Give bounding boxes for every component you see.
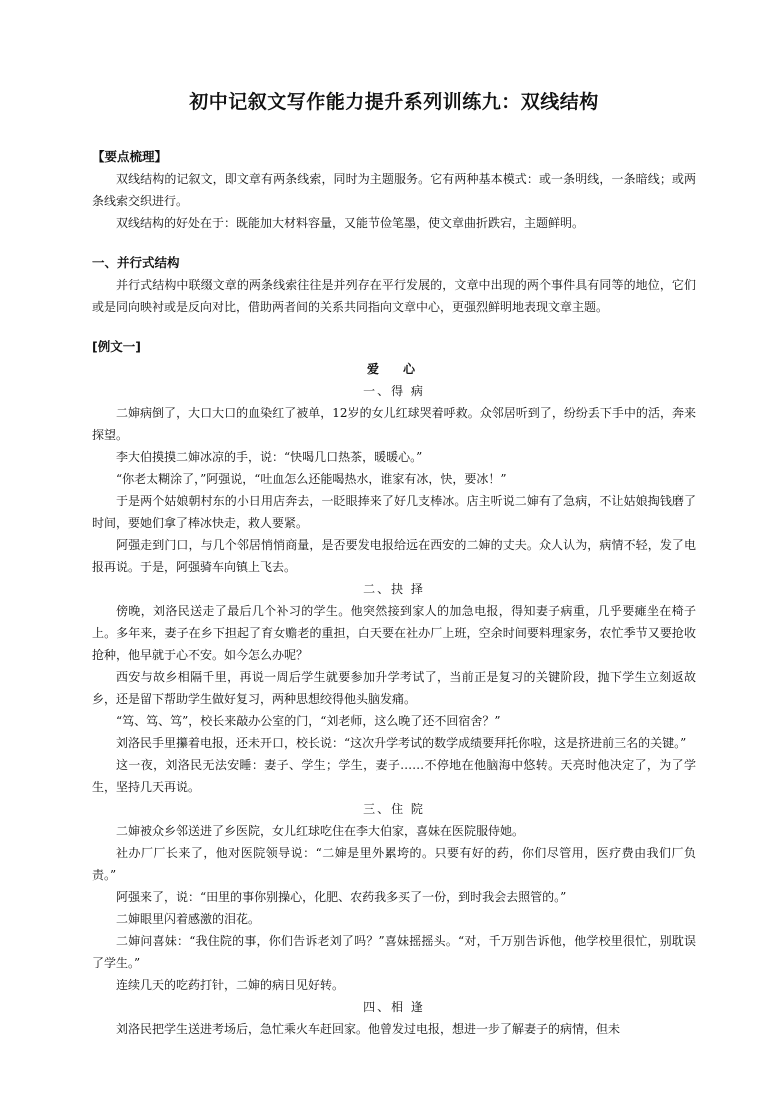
story-paragraph: 刘洛民手里攥着电报，还未开口，校长说：“这次升学考试的数学成绩要拜托你啦，这是挤进前三名的关键。” bbox=[116, 736, 687, 750]
parallel-structure-heading: 一、并行式结构 bbox=[92, 255, 180, 270]
story-paragraph: 二婶问喜妹：“我住院的事，你们告诉老刘了吗？”喜妹摇摇头。“对，千万别告诉他，他学校里很忙，别耽误了学生。” bbox=[92, 934, 696, 970]
part-heading: 一、得 病 bbox=[363, 384, 425, 398]
part-heading: 四、相 逢 bbox=[363, 1000, 425, 1014]
story-paragraph: 阿强走到门口，与几个邻居悄悄商量，是否要发电报给远在西安的二婶的丈夫。众人认为，病情不轻，发了电报再说。于是，阿强骑车向镇上飞去。 bbox=[92, 538, 696, 574]
document-page bbox=[92, 86, 696, 1040]
story-paragraph: 于是两个姑娘朝村东的小日用店奔去，一眨眼捧来了好几支棒冰。店主听说二婶有了急病，不让姑娘掏钱磨了时间，要她们拿了棒冰快走，救人要紧。 bbox=[92, 494, 696, 530]
part-heading: 二、抉 择 bbox=[363, 582, 425, 596]
story-paragraph: 李大伯摸摸二婶冰凉的手，说：“快喝几口热茶，暖暖心。” bbox=[116, 450, 423, 464]
example-label: [例文一] bbox=[92, 339, 141, 354]
story-paragraph: 二婶被众乡邻送进了乡医院，女儿红球吃住在李大伯家，喜妹在医院服侍她。 bbox=[116, 824, 525, 838]
story-paragraph: 刘洛民把学生送进考场后，急忙乘火车赶回家。他曾发过电报，想进一步了解妻子的病情，但未 bbox=[116, 1022, 621, 1036]
story-paragraph: 这一夜，刘洛民无法安睡：妻子、学生；学生，妻子……不停地在他脑海中悠转。天亮时他决定了，为了学生，坚持几天再说。 bbox=[92, 758, 696, 794]
story-paragraph: 二婶病倒了，大口大口的血染红了被单，12岁的女儿红球哭着呼救。众邻居听到了，纷纷丢下手中的活，奔来探望。 bbox=[92, 406, 696, 442]
story-paragraph: “你老太糊涂了，”阿强说，“吐血怎么还能喝热水，谁家有冰，快，要冰！” bbox=[116, 472, 507, 486]
key-points-paragraph: 双线结构的好处在于：既能加大材料容量，又能节俭笔墨，使文章曲折跌宕，主题鲜明。 bbox=[116, 216, 585, 230]
key-points-heading: 【要点梳理】 bbox=[92, 149, 168, 164]
story-paragraph: 社办厂厂长来了，他对医院领导说：“二婶是里外累垮的。只要有好的药，你们尽管用，医疗费由我们厂负责。” bbox=[92, 846, 696, 882]
key-points-paragraph: 双线结构的记叙文，即文章有两条线索，同时为主题服务。它有两种基本模式：或一条明线，一条暗线；或两条线索交织进行。 bbox=[92, 172, 696, 208]
part-heading: 三、住 院 bbox=[363, 802, 425, 816]
story-paragraph: 西安与故乡相隔千里，再说一周后学生就要参加升学考试了，当前正是复习的关键阶段，抛下学生立刻返故乡，还是留下帮助学生做好复习，两种思想绞得他头脑发痛。 bbox=[92, 670, 696, 706]
example-title: 爱 心 bbox=[366, 362, 421, 376]
story-paragraph: 二婶眼里闪着感激的泪花。 bbox=[116, 912, 261, 926]
story-paragraph: 阿强来了，说：“田里的事你别操心，化肥、农药我多买了一份，到时我会去照管的。” bbox=[116, 890, 567, 904]
story-paragraph: 傍晚，刘洛民送走了最后几个补习的学生。他突然接到家人的加急电报，得知妻子病重，几乎要瘫坐在椅子上。多年来，妻子在乡下担起了育女赡老的重担，白天要在社办厂上班，空余时间要料理家务，农忙季节又要抢收抢种，他早就于心不安。如今怎么办呢？ bbox=[92, 604, 696, 662]
story-paragraph: 连续几天的吃药打针，二婶的病日见好转。 bbox=[116, 978, 345, 992]
parallel-structure-paragraph: 并行式结构中联缀文章的两条线索往往是并列存在平行发展的，文章中出现的两个事件具有同等的地位，它们或是同向映衬或是反向对比，借助两者间的关系共同指向文章中心，更强烈鲜明地表现文章主题。 bbox=[92, 278, 696, 314]
document-title: 初中记叙文写作能力提升系列训练九：双线结构 bbox=[189, 91, 599, 113]
story-paragraph: “笃、笃、笃”，校长来敲办公室的门，“刘老师，这么晚了还不回宿舍？” bbox=[116, 714, 501, 728]
